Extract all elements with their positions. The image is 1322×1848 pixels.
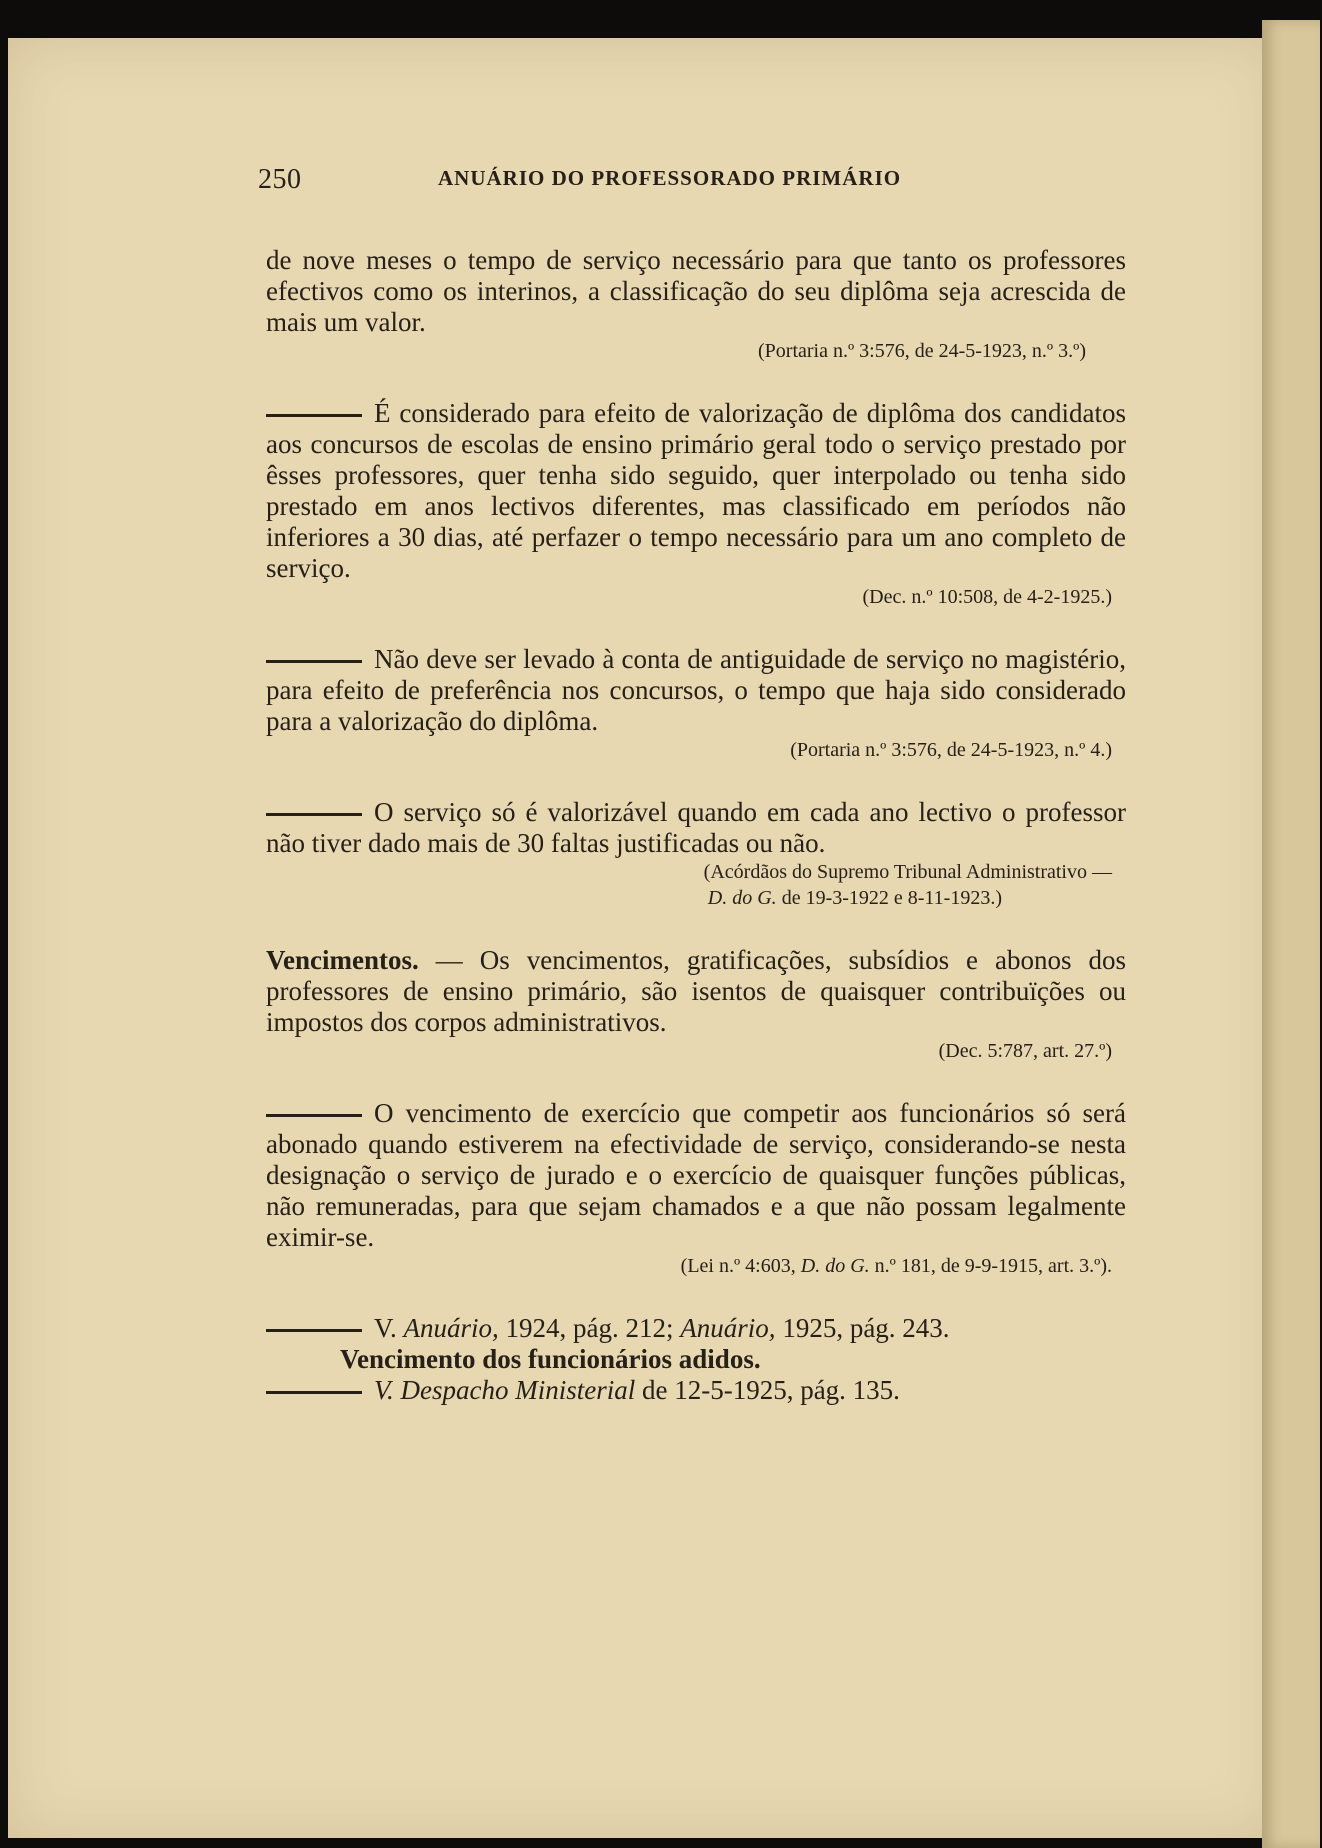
em-dash-rule — [266, 660, 362, 663]
section-heading: Vencimentos. — [266, 945, 419, 975]
page-body — [266, 245, 1126, 1406]
em-dash-rule — [266, 414, 362, 417]
citation: (Portaria n.º 3:576, de 24-5-1923, n.º 3.º) — [758, 340, 1086, 362]
page-number: 250 — [258, 164, 302, 195]
paragraph — [266, 945, 1126, 1038]
paragraph-text: — Os vencimentos, gratificações, subsídios e abonos dos professores de ensino primário, são isentos de quaisquer contribuïções ou impostos dos corpos administrativos. — [266, 945, 1127, 1037]
paragraph — [266, 644, 1126, 737]
running-title: ANUÁRIO DO PROFESSORADO PRIMÁRIO — [438, 166, 902, 190]
paragraph — [266, 398, 1126, 584]
citation — [266, 859, 1112, 911]
citation: (Lei n.º 4:603, D. do G. n.º 181, de 9-9-1915, art. 3.º). — [680, 1255, 1112, 1277]
citation: (Dec. n.º 10:508, de 4-2-1925.) — [862, 586, 1112, 608]
cross-reference: V. Anuário, 1924, pág. 212; Anuário, 1925, pág. 243. — [266, 1313, 1126, 1344]
section-heading: Vencimento dos funcionários adidos. — [340, 1344, 761, 1374]
citation-line: (Acórdãos do Supremo Tribunal Administrativo — — [703, 861, 1112, 883]
entry — [266, 398, 1126, 610]
paragraph-text: O vencimento de exercício que competir aos funcionários só será abonado quando estiverem na efectividade de serviço, considerando-se nesta designação o serviço de jurado e o exercício de quaisquer funções públicas, não remuneradas, para que sejam chamados e a que não possam legalmente eximir-se. — [266, 1098, 1126, 1252]
entry — [266, 644, 1126, 763]
entry — [266, 945, 1126, 1064]
paragraph-text: Não deve ser levado à conta de antiguidade de serviço no magistério, para efeito de preferência nos concursos, o tempo que haja sido considerado para a valorização do diplôma. — [266, 644, 1126, 736]
em-dash-rule — [266, 813, 362, 816]
citation-line: D. do G. de 19-3-1922 e 8-11-1923.) — [707, 887, 1002, 909]
citation: (Portaria n.º 3:576, de 24-5-1923, n.º 4.) — [790, 739, 1112, 761]
paragraph: de nove meses o tempo de serviço necessário para que tanto os professores efectivos como os interinos, a classificação do seu diplôma seja acrescida de mais um valor. — [266, 245, 1126, 337]
em-dash-rule — [266, 1329, 362, 1332]
paragraph-text: O serviço só é valorizável quando em cada ano lectivo o professor não tiver dado mais de 30 faltas justificadas ou não. — [266, 797, 1126, 858]
paragraph-text: É considerado para efeito de valorização de diplôma dos candidatos aos concursos de escolas de ensino primário geral todo o serviço prestado por êsses professores, quer tenha sido seguido, quer interpolado ou tenha sido prestado em anos lectivos diferentes, mas classificado em períodos não inferiores a 30 dias, até perfazer o tempo necessário para um ano completo de serviço. — [266, 398, 1126, 583]
cross-reference: V. Despacho Ministerial de 12-5-1925, pág. 135. — [266, 1375, 1126, 1406]
entry — [266, 1313, 1126, 1406]
em-dash-rule — [266, 1114, 362, 1117]
page-edge — [1262, 20, 1320, 1848]
entry — [266, 1098, 1126, 1279]
entry — [266, 797, 1126, 911]
em-dash-rule — [266, 1391, 362, 1394]
citation: (Dec. 5:787, art. 27.º) — [938, 1040, 1112, 1062]
paragraph — [266, 797, 1126, 859]
paragraph — [266, 1098, 1126, 1253]
